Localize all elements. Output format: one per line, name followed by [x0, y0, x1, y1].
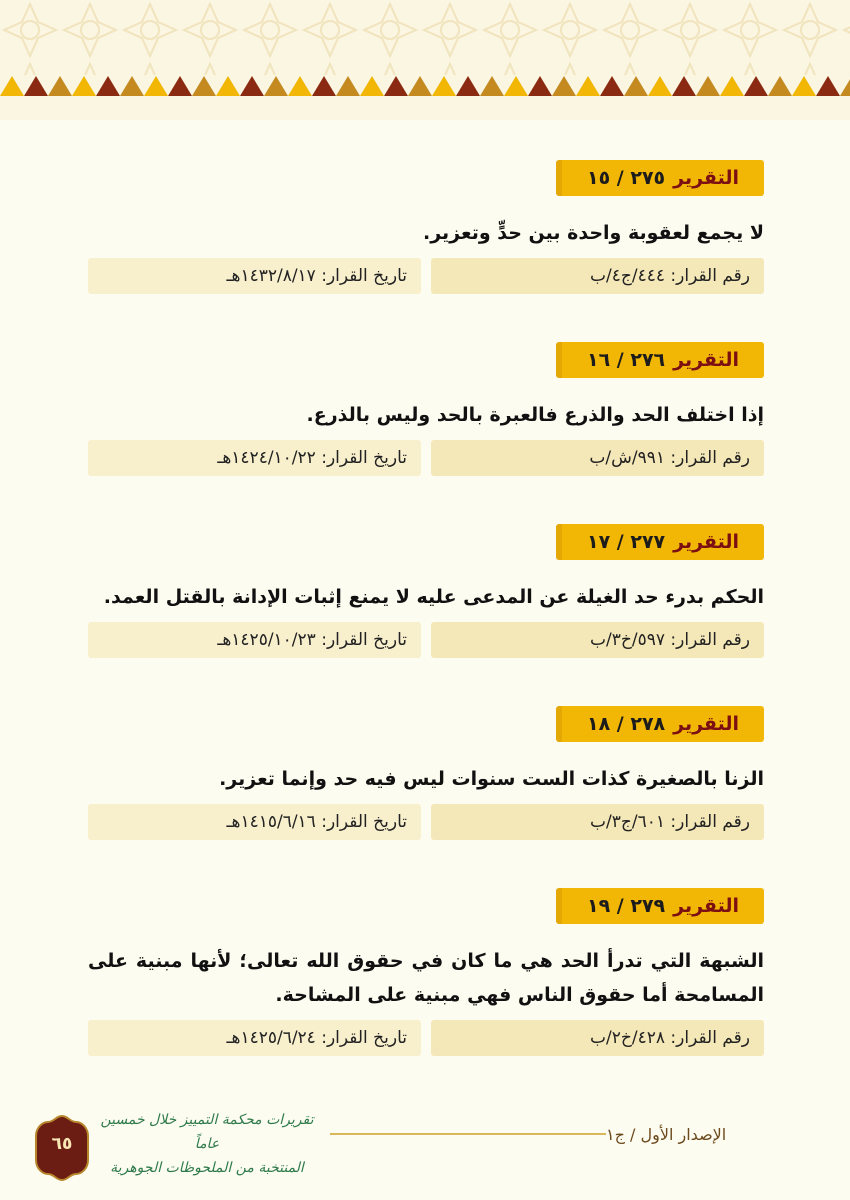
ornament-triangle	[120, 76, 144, 96]
decision-meta	[88, 1020, 764, 1056]
decision-date: تاريخ القرار: ١٤١٥/٦/١٦هـ	[88, 804, 421, 840]
ornament-triangle	[552, 76, 576, 96]
decision-date: تاريخ القرار: ١٤٢٤/١٠/٢٢هـ	[88, 440, 421, 476]
report-entry	[88, 706, 764, 888]
ornament-triangle	[840, 76, 850, 96]
ruling-text: لا يجمع لعقوبة واحدة بين حدٍّ وتعزير.	[422, 222, 764, 244]
report-entry	[88, 160, 764, 342]
ornament-triangle	[528, 76, 552, 96]
report-number: ٢٧٧ / ١٧	[586, 531, 666, 553]
report-label: التقرير	[673, 167, 740, 189]
ornament-triangle	[648, 76, 672, 96]
ornament-triangle	[432, 76, 456, 96]
ornament-triangle	[240, 76, 264, 96]
report-number: ٢٧٩ / ١٩	[586, 895, 666, 917]
report-entry	[88, 342, 764, 524]
decision-date: تاريخ القرار: ١٤٢٥/١٠/٢٣هـ	[88, 622, 421, 658]
ornament-triangle	[624, 76, 648, 96]
ornament-triangle	[168, 76, 192, 96]
book-title-line2: المنتخبة من الملحوظات الجوهرية	[110, 1160, 304, 1176]
page-number-badge	[34, 1114, 90, 1182]
geometric-pattern-icon	[0, 0, 850, 120]
ruling-text: الشبهة التي تدرأ الحد هي ما كان في حقوق الله تعالى؛ لأنها مبنية على المسامحة أما حقوق الناس فهي مبنية على المشاحة.	[88, 950, 764, 1006]
report-label: التقرير	[673, 349, 740, 371]
header-ornament	[0, 0, 850, 120]
ornament-triangle	[0, 76, 24, 96]
ornament-triangle	[792, 76, 816, 96]
ornament-triangle	[48, 76, 72, 96]
decision-number: رقم القرار: ٦٠١/ج٣/ب	[431, 804, 764, 840]
report-title	[562, 706, 764, 742]
report-title	[562, 888, 764, 924]
ornament-triangle	[672, 76, 696, 96]
ornament-triangle	[24, 76, 48, 96]
ornament-triangle	[504, 76, 528, 96]
report-number: ٢٧٦ / ١٦	[586, 349, 666, 371]
ornament-triangle	[336, 76, 360, 96]
ornament-triangle	[744, 76, 768, 96]
decision-meta	[88, 440, 764, 476]
decision-number: رقم القرار: ٤٢٨/خ٢/ب	[431, 1020, 764, 1056]
decision-number: رقم القرار: ٩٩١/ش/ب	[431, 440, 764, 476]
report-label: التقرير	[673, 895, 740, 917]
decision-meta	[88, 258, 764, 294]
ornament-triangle	[264, 76, 288, 96]
report-title	[562, 160, 764, 196]
ruling-text: إذا اختلف الحد والذرع فالعبرة بالحد وليس بالذرع.	[306, 404, 764, 426]
ornament-triangle	[600, 76, 624, 96]
book-title	[92, 1108, 322, 1180]
ornament-triangle	[360, 76, 384, 96]
report-label: التقرير	[673, 713, 740, 735]
report-title	[562, 524, 764, 560]
ornament-triangle	[216, 76, 240, 96]
ornament-triangle	[696, 76, 720, 96]
report-title	[562, 342, 764, 378]
ornament-triangle	[72, 76, 96, 96]
ornament-triangle	[312, 76, 336, 96]
ornament-triangle	[720, 76, 744, 96]
reports-list	[88, 160, 764, 1098]
ornament-triangle	[480, 76, 504, 96]
decision-meta	[88, 804, 764, 840]
ornament-triangle	[384, 76, 408, 96]
report-entry	[88, 888, 764, 1098]
page-number: ٦٥	[51, 1134, 73, 1154]
report-entry	[88, 524, 764, 706]
ornament-triangle	[288, 76, 312, 96]
decision-date: تاريخ القرار: ١٤٢٥/٦/٢٤هـ	[88, 1020, 421, 1056]
report-label: التقرير	[673, 531, 740, 553]
book-title-line1: تقريرات محكمة التمييز خلال خمسين عاماً	[100, 1112, 314, 1152]
ruling-text: الحكم بدرء حد الغيلة عن المدعى عليه لا يمنع إثبات الإدانة بالقتل العمد.	[103, 586, 764, 608]
ornament-triangle	[192, 76, 216, 96]
decision-number: رقم القرار: ٥٩٧/خ٣/ب	[431, 622, 764, 658]
decision-number: رقم القرار: ٤٤٤/ج٤/ب	[431, 258, 764, 294]
report-number: ٢٧٨ / ١٨	[586, 713, 666, 735]
ornament-triangle	[408, 76, 432, 96]
decision-date: تاريخ القرار: ١٤٣٢/٨/١٧هـ	[88, 258, 421, 294]
ornament-triangle	[768, 76, 792, 96]
ornament-triangle	[456, 76, 480, 96]
ornament-triangle	[576, 76, 600, 96]
decision-meta	[88, 622, 764, 658]
page-footer	[0, 1100, 850, 1200]
ornament-triangle	[96, 76, 120, 96]
ornament-triangle	[816, 76, 840, 96]
ruling-text: الزنا بالصغيرة كذات الست سنوات ليس فيه حد وإنما تعزير.	[219, 768, 764, 790]
report-number: ٢٧٥ / ١٥	[586, 167, 666, 189]
part-label: الإصدار الأول / ج١	[606, 1116, 766, 1152]
ornament-triangle	[144, 76, 168, 96]
